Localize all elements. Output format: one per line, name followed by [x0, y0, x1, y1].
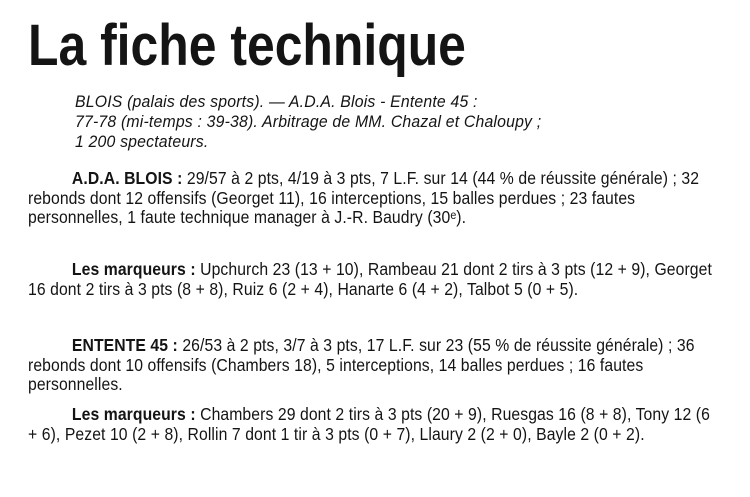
- blois-scorers-text: 2 tirs à 3 pts (12 + 9), Georget 16 dont 2 tirs à 3 pts (8 + 8), Ruiz: [28, 259, 712, 299]
- summary-line: 1 200 spectateurs.: [75, 132, 209, 151]
- entente-stats-text: 18), 5 interceptions, 14 balles perdues ; 16 fautes personnelles.: [28, 354, 644, 395]
- summary-line: BLOIS (palais des sports). — A.D.A. Blois - Entente 45 :: [75, 92, 478, 111]
- article-title: La fiche technique: [28, 13, 466, 78]
- blois-stats-text: 16 interceptions, 15 balles perdues ; 23 fautes personnelles,: [28, 187, 636, 228]
- blois-stats-text: 1 faute technique manager à J.-R. Baudry (30ᵉ).: [127, 207, 467, 228]
- entente-scorers-text: 7 dont 1 tir à 3 pts (0 + 7), Llaury 2 (2 + 0), Bayle 2 (0 + 2).: [231, 423, 645, 444]
- blois-scorers-text: 6 (2 + 4), Hanarte 6 (4 + 2), Talbot 5 (0 + 5).: [268, 278, 579, 299]
- entente-scorers-label: Les marqueurs :: [71, 404, 196, 424]
- entente-stats-text: de réussite générale) ; 36 rebonds dont 10 offensifs (Chambers: [28, 335, 695, 375]
- blois-team-label: A.D.A. BLOIS :: [71, 168, 183, 188]
- blois-stats-text: de réussite générale) ; 32 rebonds dont 12 offensifs (Georget 11),: [28, 168, 700, 208]
- blois-scorers: [28, 260, 723, 299]
- blois-stats-text: 29/57 à 2 pts, 4/19 à 3 pts, 7 L.F. sur 14 (44 %: [182, 168, 514, 188]
- blois-scorers-text: Upchurch 23 (13 + 10), Rambeau 21 dont: [195, 259, 495, 279]
- entente-team-label: ENTENTE 45 :: [71, 335, 178, 355]
- entente-scorers: [28, 405, 723, 444]
- entente-team-stats: [28, 336, 723, 395]
- blois-scorers-label: Les marqueurs :: [71, 259, 196, 279]
- summary-line: 77-78 (mi-temps : 39-38). Arbitrage de MM. Chazal et Chaloupy ;: [75, 112, 542, 131]
- entente-scorers-text: Ruesgas 16 (8 + 8), Tony 12 (6 + 6), Pezet 10 (2 + 8), Rollin: [28, 404, 710, 444]
- blois-team-stats: [28, 169, 723, 228]
- entente-stats-text: 26/53 à 2 pts, 3/7 à 3 pts, 17 L.F. sur 23 (55 %: [177, 335, 510, 355]
- match-summary: [75, 92, 726, 152]
- entente-scorers-text: Chambers 29 dont 2 tirs à 3 pts (20 + 9),: [195, 404, 487, 424]
